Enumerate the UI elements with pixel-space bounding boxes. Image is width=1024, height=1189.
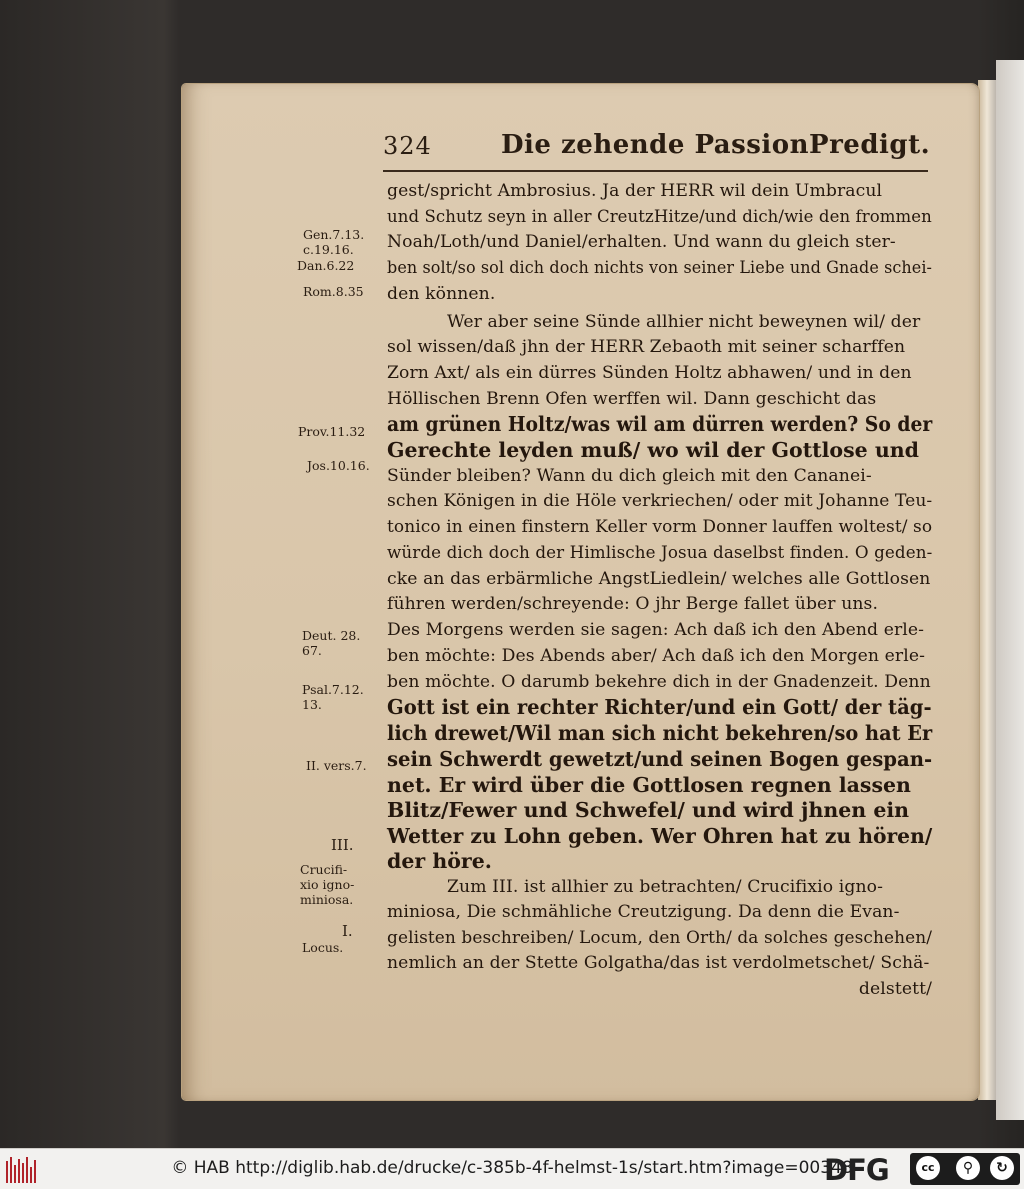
margin-note-line: Dan.6.22 <box>297 258 355 273</box>
text-line: Wer aber seine Sünde allhier nicht beweynen wil/ der <box>447 312 921 332</box>
page-number: 324 <box>383 132 432 160</box>
cc-label: cc <box>916 1156 940 1180</box>
text-line: ben solt/so sol dich doch nichts von seiner Liebe und Gnade schei- <box>387 258 933 278</box>
text-line: Gott ist ein rechter Richter/und ein Gott/ der täg- <box>387 695 932 719</box>
margin-note <box>307 458 370 473</box>
margin-note <box>303 284 364 299</box>
credit-link[interactable]: © HAB http://diglib.hab.de/drucke/c-385b-4f-helmst-1s/start.htm?image=00348 <box>171 1158 853 1178</box>
text-line: sein Schwerdt gewetzt/und seinen Bogen gespan- <box>387 747 933 771</box>
margin-note <box>300 862 354 907</box>
text-line: Zum III. ist allhier zu betrachten/ Crucifixio igno- <box>447 877 883 897</box>
text-line: ben möchte. O darumb bekehre dich in der Gnadenzeit. Denn <box>387 672 931 692</box>
margin-note-line: III. <box>331 836 354 854</box>
text-line: Höllischen Brenn Ofen werffen wil. Dann geschicht das <box>387 389 877 409</box>
text-line: Zorn Axt/ als ein dürres Sünden Holtz abhawen/ und in den <box>387 363 912 383</box>
text-line: Sünder bleiben? Wann du dich gleich mit den Cananei- <box>387 466 872 486</box>
text-line: am grünen Holtz/was wil am dürren werden? So der <box>387 412 933 436</box>
text-line: gelisten beschreiben/ Locum, den Orth/ da solches geschehen/ <box>387 928 933 948</box>
text-line: lich drewet/Wil man sich nicht bekehren/so hat Er <box>387 721 933 745</box>
text-line: Wetter zu Lohn geben. Wer Ohren hat zu hören/ <box>387 824 933 848</box>
margin-note-line: Deut. 28. <box>302 628 361 643</box>
by-person-icon: ⚲ <box>956 1156 980 1180</box>
footer-bar <box>0 1148 1024 1189</box>
text-line: net. Er wird über die Gottlosen regnen lassen <box>387 773 911 797</box>
page-edge <box>978 80 996 1100</box>
page-header <box>383 132 943 168</box>
text-line: tonico in einen finstern Keller vorm Donner lauffen woltest/ so <box>387 517 933 537</box>
margin-note-line: Rom.8.35 <box>303 284 364 299</box>
sa-share-icon: ↻ <box>990 1156 1014 1180</box>
text-line: der höre. <box>387 849 492 873</box>
text-line: führen werden/schreyende: O jhr Berge fallet über uns. <box>387 594 879 614</box>
margin-note-line: II. vers.7. <box>306 758 367 773</box>
margin-note <box>297 258 354 273</box>
text-line: Gerechte leyden muß/ wo wil der Gottlose und <box>387 438 919 462</box>
running-title: Die zehende PassionPredigt. <box>501 130 931 160</box>
header-rule <box>383 170 928 172</box>
margin-note-line: Locus. <box>302 940 344 955</box>
text-line: cke an das erbärmliche AngstLiedlein/ welches alle Gottlosen <box>387 569 931 589</box>
cc-by-sa-icon[interactable] <box>910 1153 1020 1185</box>
margin-note <box>302 682 364 712</box>
margin-note-line: Gen.7.13. <box>303 227 365 242</box>
margin-note-line: Crucifi- <box>300 862 348 877</box>
text-line: miniosa, Die schmähliche Creutzigung. Da denn die Evan- <box>387 902 900 922</box>
dfg-logo[interactable]: DFG <box>824 1153 889 1187</box>
text-line: delstett/ <box>858 979 932 999</box>
margin-note-line: Prov.11.32 <box>298 424 366 439</box>
margin-note <box>302 940 343 955</box>
text-line: den können. <box>387 284 496 304</box>
color-strip <box>996 60 1024 1120</box>
text-line: nemlich an der Stette Golgatha/das ist verdolmetschet/ Schä- <box>387 953 930 973</box>
text-line: gest/spricht Ambrosius. Ja der HERR wil dein Umbracul <box>387 181 883 201</box>
text-line: Blitz/Fewer und Schwefel/ und wird jhnen ein <box>387 798 910 822</box>
margin-note <box>306 758 367 773</box>
margin-note-line: Jos.10.16. <box>307 458 370 473</box>
margin-note-line: 67. <box>302 643 322 658</box>
margin-note-line: c.19.16. <box>303 242 354 257</box>
margin-note-line: Psal.7.12. <box>302 682 364 697</box>
text-line: würde dich doch der Himlische Josua daselbst finden. O geden- <box>387 543 933 563</box>
text-line: ben möchte: Des Abends aber/ Ach daß ich den Morgen erle- <box>387 646 926 666</box>
text-line: schen Königen in die Höle verkriechen/ oder mit Johanne Teu- <box>387 491 933 511</box>
margin-note <box>302 628 360 658</box>
margin-note <box>331 838 354 853</box>
margin-note-line: 13. <box>302 697 322 712</box>
text-line: Noah/Loth/und Daniel/erhalten. Und wann du gleich ster- <box>387 232 896 252</box>
margin-note-line: miniosa. <box>300 892 354 907</box>
margin-note-line: xio igno- <box>300 877 355 892</box>
margin-note <box>342 924 353 939</box>
text-line: und Schutz seyn in aller CreutzHitze/und dich/wie den frommen <box>387 207 932 227</box>
text-line: Des Morgens werden sie sagen: Ach daß ich den Abend erle- <box>387 620 925 640</box>
text-line: sol wissen/daß jhn der HERR Zebaoth mit seiner scharffen <box>387 337 906 357</box>
margin-note <box>298 424 365 439</box>
margin-note <box>303 227 364 257</box>
margin-note-line: I. <box>342 922 353 940</box>
